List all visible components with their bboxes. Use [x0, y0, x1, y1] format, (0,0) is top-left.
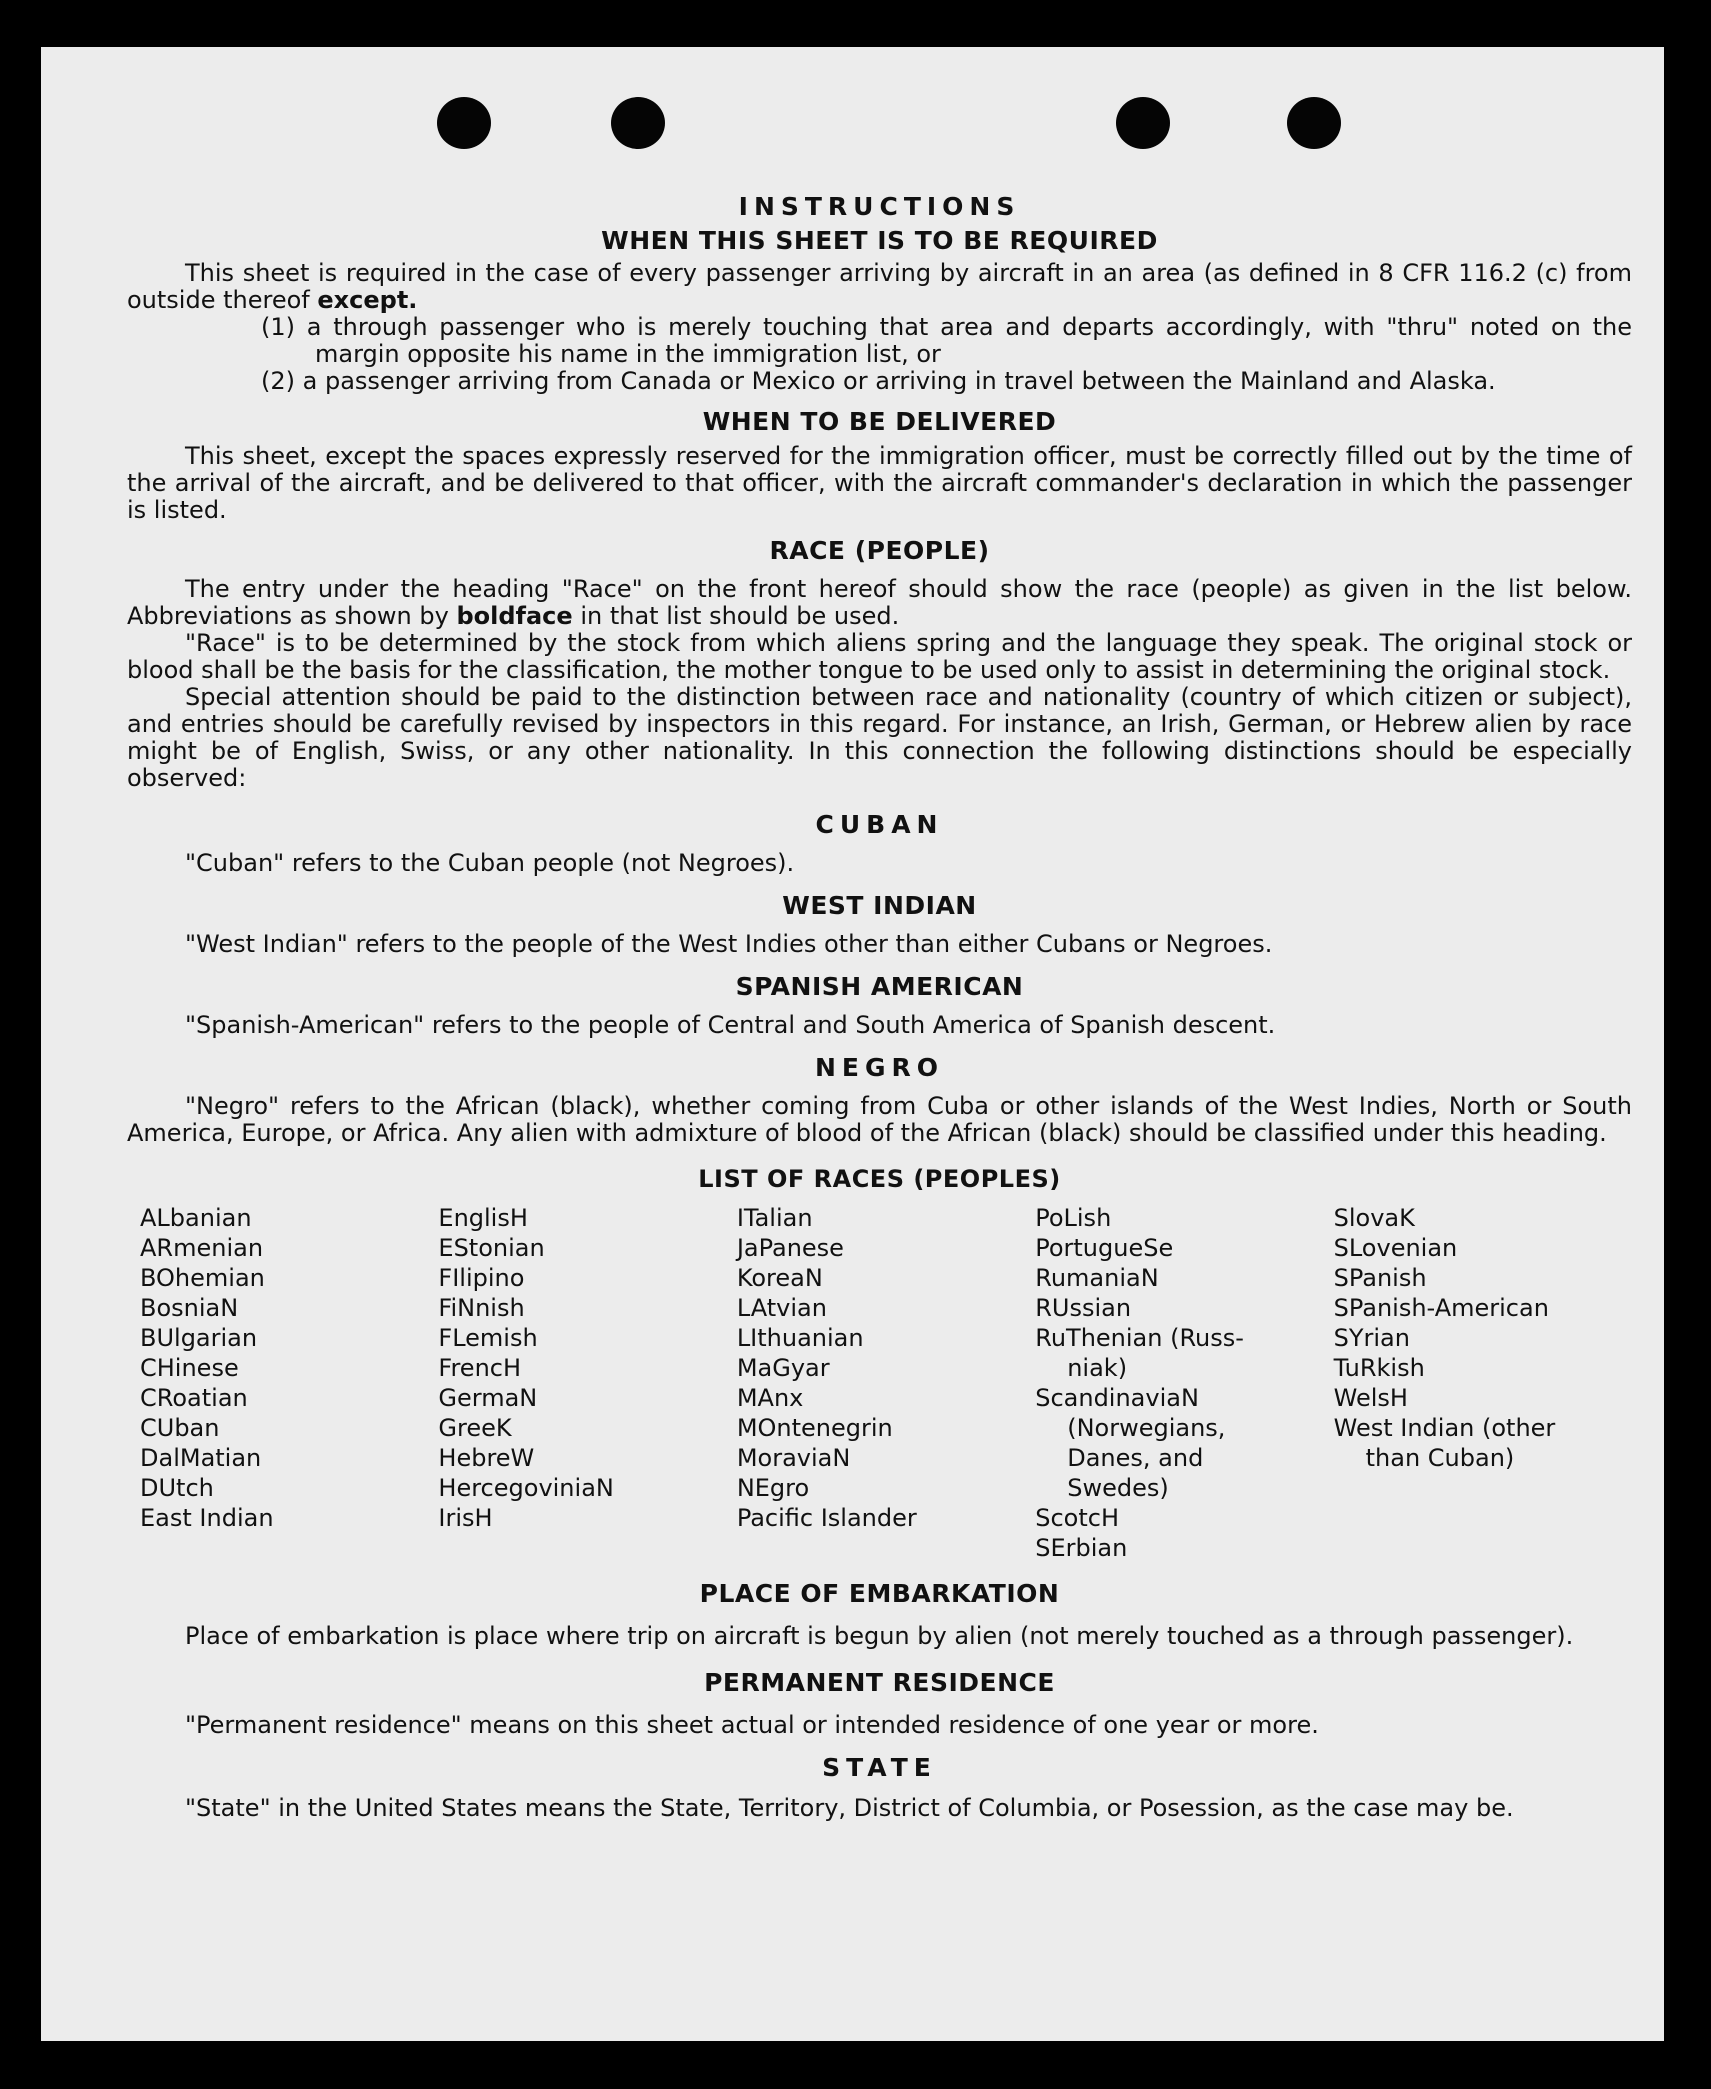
- race-item: East Indian: [140, 1504, 274, 1532]
- race-item: MaGyar: [736, 1354, 830, 1382]
- race-item: than Cuban): [1365, 1444, 1515, 1472]
- instructions-content: [127, 192, 1632, 1822]
- race-list: [127, 1203, 1632, 1563]
- race-item: ITalian: [736, 1204, 813, 1232]
- race-item: MAnx: [736, 1384, 804, 1412]
- race-item: West Indian (other: [1333, 1414, 1556, 1442]
- race-item: LAtvian: [736, 1294, 827, 1322]
- race-item: DUtch: [140, 1474, 214, 1502]
- race-item: SlovaK: [1333, 1204, 1415, 1232]
- race-item: SErbian: [1035, 1534, 1128, 1562]
- race-item: EStonian: [438, 1234, 545, 1262]
- race-item: niak): [1067, 1354, 1128, 1382]
- punch-hole-4: [1287, 97, 1341, 149]
- race-item: DalMatian: [140, 1444, 262, 1472]
- race-item: (Norwegians,: [1067, 1414, 1226, 1442]
- race-item: SYrian: [1333, 1324, 1410, 1352]
- race-item: GreeK: [438, 1414, 512, 1442]
- race-p1-bold: boldface: [456, 602, 573, 630]
- race-item: JaPanese: [736, 1234, 844, 1262]
- race-item: TuRkish: [1333, 1354, 1425, 1382]
- race-paragraph-2: "Race" is to be determined by the stock from which aliens spring and the language they speak. The original stock or blood shall be the basis for the classification, the mother tongue to be used only to assist in determining the original stock.: [127, 629, 1632, 684]
- race-item: GermaN: [438, 1384, 538, 1412]
- state-text: "State" in the United States means the State, Territory, District of Columbia, or Posession, as the case may be.: [185, 1794, 1514, 1822]
- heading-negro: NEGRO: [814, 1053, 945, 1082]
- race-p1-tail: in that list should be used.: [580, 602, 900, 630]
- race-column-4: [1035, 1203, 1333, 1563]
- race-item: FiNnish: [438, 1294, 525, 1322]
- negro-text: "Negro" refers to the African (black), whether coming from Cuba or other islands of the West Indies, North or South America, Europe, or Africa. Any alien with admixture of blood of the African (black) should be classified under this heading.: [127, 1092, 1632, 1147]
- document-sheet: [41, 47, 1664, 2041]
- race-paragraph-3: Special attention should be paid to the distinction between race and nationality (country of which citizen or subject), and entries should be carefully revised by inspectors in this regard. For instance, an Irish, German, or Hebrew alien by race might be of English, Swiss, or any other nationality. In this connection the following distinctions should be especially observed:: [127, 683, 1632, 792]
- race-item: ALbanian: [140, 1204, 252, 1232]
- punch-hole-2: [611, 97, 665, 149]
- race-item: CRoatian: [140, 1384, 248, 1412]
- race-item: BUlgarian: [140, 1324, 258, 1352]
- west-indian-text: "West Indian" refers to the people of the West Indies other than either Cubans or Negroes.: [185, 930, 1273, 958]
- heading-state: STATE: [822, 1753, 937, 1782]
- race-item: PortugueSe: [1035, 1234, 1174, 1262]
- race-column-2: [438, 1203, 736, 1563]
- race-item: HercegoviniaN: [438, 1474, 614, 1502]
- race-item: ScandinaviaN: [1035, 1384, 1199, 1412]
- race-item: SPanish-American: [1333, 1294, 1549, 1322]
- page-title: INSTRUCTIONS: [738, 192, 1021, 221]
- heading-delivered: WHEN TO BE DELIVERED: [702, 407, 1057, 436]
- race-column-3: [737, 1203, 1035, 1563]
- required-item-2: (2) a passenger arriving from Canada or Mexico or arriving in travel between the Mainland and Alaska.: [261, 367, 1496, 395]
- heading-residence: PERMANENT RESIDENCE: [704, 1668, 1055, 1697]
- race-item: PoLish: [1035, 1204, 1112, 1232]
- race-item: BOhemian: [140, 1264, 265, 1292]
- punch-hole-1: [437, 97, 491, 149]
- race-item: IrisH: [438, 1504, 493, 1532]
- punch-hole-3: [1116, 97, 1170, 149]
- race-item: WelsH: [1333, 1384, 1408, 1412]
- heading-cuban: CUBAN: [815, 810, 944, 839]
- race-p1-text: The entry under the heading "Race" on the front hereof should show the race (people) as given in the list below. Abbreviations as shown by: [127, 575, 1632, 630]
- race-item: SPanish: [1333, 1264, 1427, 1292]
- heading-spanish-american: SPANISH AMERICAN: [735, 972, 1024, 1001]
- race-item: FrencH: [438, 1354, 522, 1382]
- race-item: LIthuanian: [736, 1324, 864, 1352]
- race-item: RumaniaN: [1035, 1264, 1159, 1292]
- race-item: FLemish: [438, 1324, 538, 1352]
- race-item: CUban: [140, 1414, 220, 1442]
- race-item: NEgro: [736, 1474, 810, 1502]
- race-item: CHinese: [140, 1354, 239, 1382]
- required-item-1: (1) a through passenger who is merely touching that area and departs accordingly, with "thru" noted on the margin opposite his name in the immigration list, or: [261, 313, 1632, 368]
- race-column-1: [140, 1203, 438, 1563]
- race-item: ScotcH: [1035, 1504, 1119, 1532]
- race-item: Pacific Islander: [736, 1504, 917, 1532]
- race-paragraph-1: [127, 576, 1632, 630]
- required-intro-bold: except.: [317, 286, 418, 314]
- cuban-text: "Cuban" refers to the Cuban people (not Negroes).: [185, 849, 795, 877]
- heading-race: RACE (PEOPLE): [769, 536, 990, 565]
- required-intro: [127, 260, 1632, 314]
- race-item: MoraviaN: [736, 1444, 851, 1472]
- heading-embarkation: PLACE OF EMBARKATION: [699, 1579, 1060, 1608]
- race-item: HebreW: [438, 1444, 535, 1472]
- race-item: EnglisH: [438, 1204, 528, 1232]
- race-item: BosniaN: [140, 1294, 239, 1322]
- residence-text: "Permanent residence" means on this sheet actual or intended residence of one year or more.: [185, 1711, 1319, 1739]
- race-item: Danes, and: [1067, 1444, 1204, 1472]
- race-item: RuThenian (Russ-: [1035, 1324, 1244, 1352]
- heading-west-indian: WEST INDIAN: [782, 891, 977, 920]
- race-item: SLovenian: [1333, 1234, 1458, 1262]
- race-item: Swedes): [1067, 1474, 1169, 1502]
- heading-list-of-races: LIST OF RACES (PEOPLES): [698, 1165, 1061, 1193]
- embarkation-text: Place of embarkation is place where trip on aircraft is begun by alien (not merely touched as a through passenger).: [185, 1622, 1574, 1650]
- race-item: RUssian: [1035, 1294, 1132, 1322]
- spanish-american-text: "Spanish-American" refers to the people of Central and South America of Spanish descent.: [185, 1011, 1276, 1039]
- delivered-text: This sheet, except the spaces expressly reserved for the immigration officer, must be correctly filled out by the time of the arrival of the aircraft, and be delivered to that officer, with the aircraft commander's declaration in which the passenger is listed.: [127, 442, 1632, 524]
- race-item: ARmenian: [140, 1234, 264, 1262]
- race-item: MOntenegrin: [736, 1414, 893, 1442]
- race-item: KoreaN: [736, 1264, 823, 1292]
- race-column-5: [1334, 1203, 1632, 1563]
- heading-required: WHEN THIS SHEET IS TO BE REQUIRED: [601, 226, 1158, 255]
- required-intro-text: This sheet is required in the case of every passenger arriving by aircraft in an area (as defined in 8 CFR 116.2 (c) from outside thereof: [127, 259, 1632, 314]
- race-item: FIlipino: [438, 1264, 525, 1292]
